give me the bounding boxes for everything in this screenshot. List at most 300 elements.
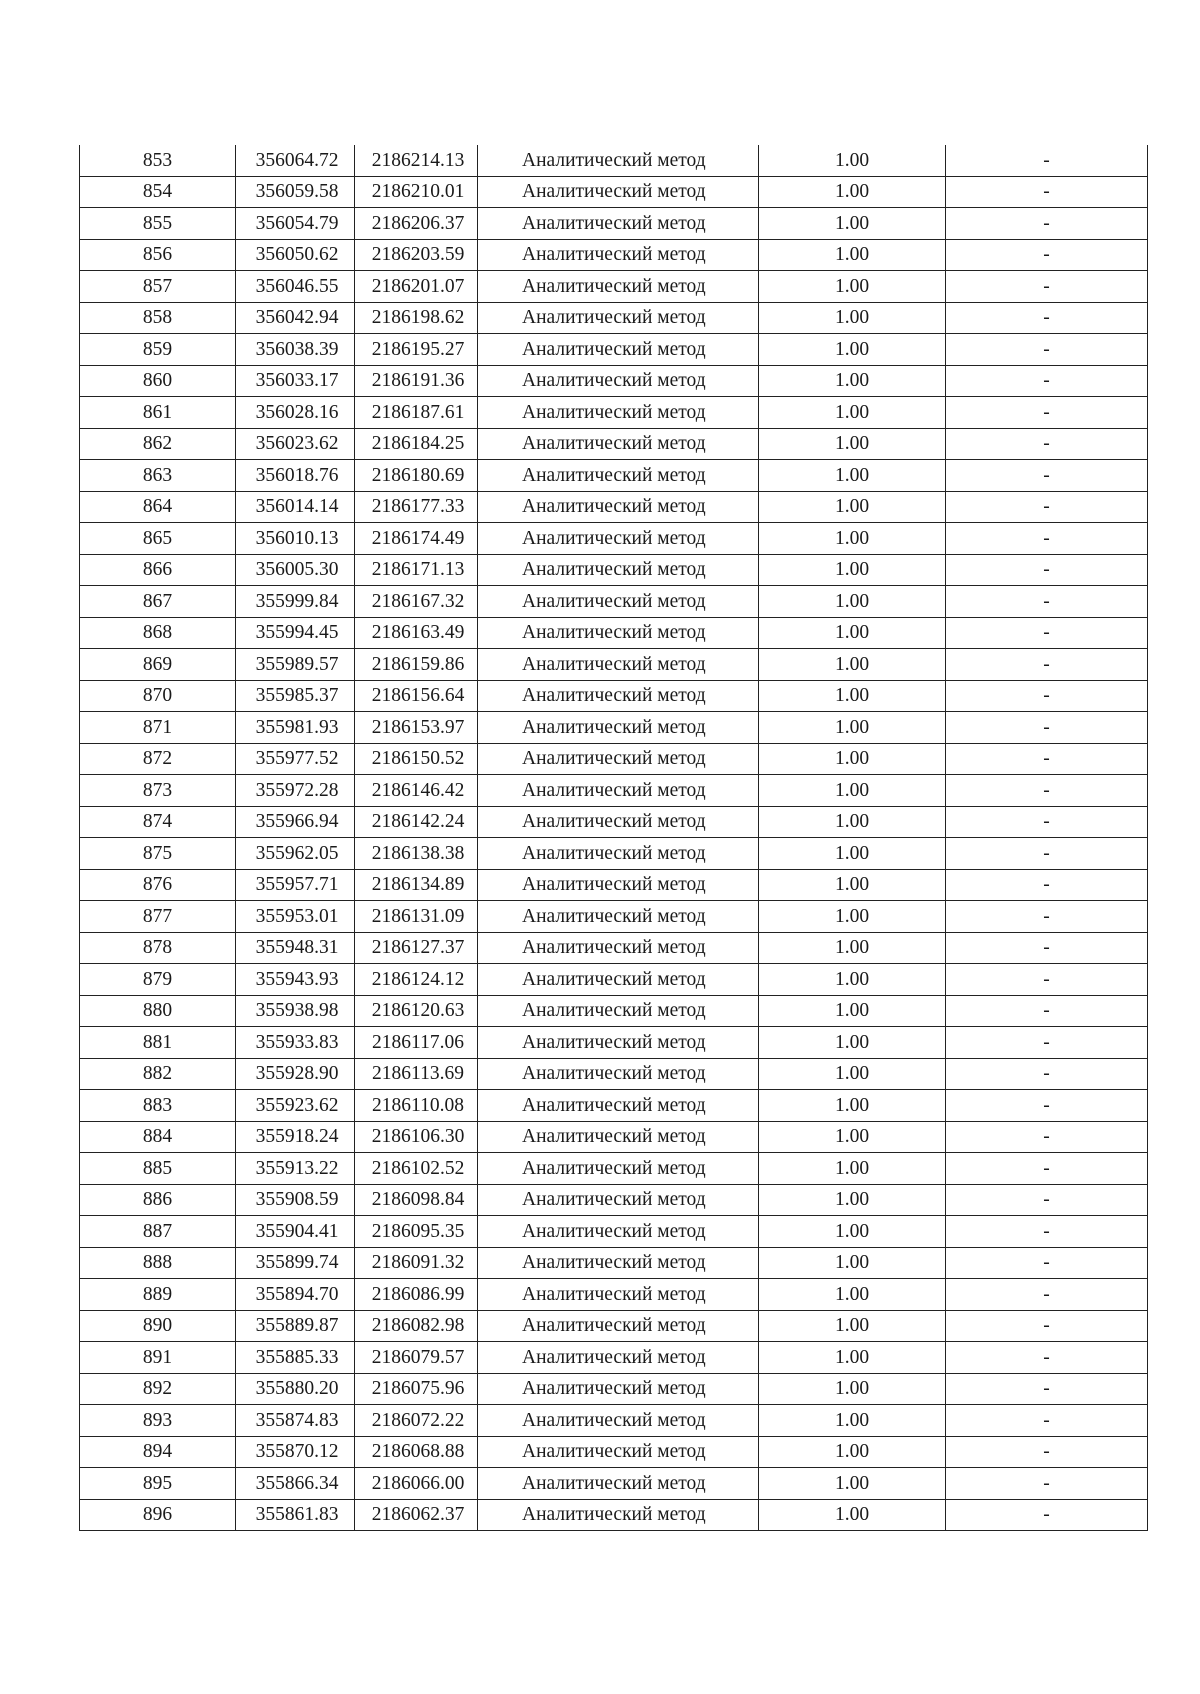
y-coordinate-cell: 2186138.38 [355,838,478,870]
y-coordinate-cell: 2186150.52 [355,743,478,775]
accuracy-cell: 1.00 [759,145,946,176]
x-coordinate-cell: 355894.70 [236,1279,355,1311]
note-cell: - [946,365,1148,397]
table-row [80,1310,1148,1342]
point-number-cell: 862 [80,428,236,460]
method-cell: Аналитический метод [478,1153,759,1185]
method-cell: Аналитический метод [478,1184,759,1216]
point-number-cell: 856 [80,239,236,271]
y-coordinate-cell: 2186110.08 [355,1090,478,1122]
accuracy-cell: 1.00 [759,1342,946,1374]
note-cell: - [946,586,1148,618]
method-cell: Аналитический метод [478,397,759,429]
accuracy-cell: 1.00 [759,1468,946,1500]
method-cell: Аналитический метод [478,145,759,176]
accuracy-cell: 1.00 [759,1058,946,1090]
method-cell: Аналитический метод [478,1373,759,1405]
table-row [80,1279,1148,1311]
note-cell: - [946,869,1148,901]
method-cell: Аналитический метод [478,176,759,208]
y-coordinate-cell: 2186082.98 [355,1310,478,1342]
method-cell: Аналитический метод [478,334,759,366]
note-cell: - [946,208,1148,240]
point-number-cell: 887 [80,1216,236,1248]
point-number-cell: 855 [80,208,236,240]
note-cell: - [946,1342,1148,1374]
note-cell: - [946,932,1148,964]
accuracy-cell: 1.00 [759,743,946,775]
note-cell: - [946,649,1148,681]
point-number-cell: 894 [80,1436,236,1468]
table-row [80,1373,1148,1405]
y-coordinate-cell: 2186075.96 [355,1373,478,1405]
x-coordinate-cell: 356033.17 [236,365,355,397]
y-coordinate-cell: 2186191.36 [355,365,478,397]
method-cell: Аналитический метод [478,932,759,964]
point-number-cell: 879 [80,964,236,996]
accuracy-cell: 1.00 [759,523,946,555]
x-coordinate-cell: 356050.62 [236,239,355,271]
x-coordinate-cell: 356023.62 [236,428,355,460]
note-cell: - [946,239,1148,271]
note-cell: - [946,145,1148,176]
point-number-cell: 884 [80,1121,236,1153]
method-cell: Аналитический метод [478,491,759,523]
point-number-cell: 878 [80,932,236,964]
y-coordinate-cell: 2186086.99 [355,1279,478,1311]
y-coordinate-cell: 2186201.07 [355,271,478,303]
method-cell: Аналитический метод [478,554,759,586]
method-cell: Аналитический метод [478,964,759,996]
point-number-cell: 875 [80,838,236,870]
note-cell: - [946,1436,1148,1468]
accuracy-cell: 1.00 [759,1247,946,1279]
point-number-cell: 861 [80,397,236,429]
table-row [80,680,1148,712]
note-cell: - [946,743,1148,775]
note-cell: - [946,1279,1148,1311]
x-coordinate-cell: 355981.93 [236,712,355,744]
note-cell: - [946,176,1148,208]
x-coordinate-cell: 355962.05 [236,838,355,870]
accuracy-cell: 1.00 [759,617,946,649]
table-row [80,649,1148,681]
table-row [80,523,1148,555]
method-cell: Аналитический метод [478,302,759,334]
accuracy-cell: 1.00 [759,1405,946,1437]
accuracy-cell: 1.00 [759,491,946,523]
method-cell: Аналитический метод [478,523,759,555]
accuracy-cell: 1.00 [759,208,946,240]
table-row [80,838,1148,870]
note-cell: - [946,302,1148,334]
table-row [80,176,1148,208]
point-number-cell: 872 [80,743,236,775]
y-coordinate-cell: 2186214.13 [355,145,478,176]
y-coordinate-cell: 2186095.35 [355,1216,478,1248]
note-cell: - [946,1121,1148,1153]
accuracy-cell: 1.00 [759,1436,946,1468]
note-cell: - [946,806,1148,838]
x-coordinate-cell: 355880.20 [236,1373,355,1405]
x-coordinate-cell: 355972.28 [236,775,355,807]
x-coordinate-cell: 355889.87 [236,1310,355,1342]
accuracy-cell: 1.00 [759,1027,946,1059]
note-cell: - [946,1499,1148,1531]
point-number-cell: 881 [80,1027,236,1059]
table-row [80,208,1148,240]
x-coordinate-cell: 355861.83 [236,1499,355,1531]
table-row [80,775,1148,807]
table-row [80,1247,1148,1279]
x-coordinate-cell: 355928.90 [236,1058,355,1090]
point-number-cell: 868 [80,617,236,649]
point-number-cell: 890 [80,1310,236,1342]
y-coordinate-cell: 2186091.32 [355,1247,478,1279]
accuracy-cell: 1.00 [759,806,946,838]
x-coordinate-cell: 355966.94 [236,806,355,838]
table-row [80,1499,1148,1531]
y-coordinate-cell: 2186153.97 [355,712,478,744]
x-coordinate-cell: 356046.55 [236,271,355,303]
x-coordinate-cell: 355908.59 [236,1184,355,1216]
note-cell: - [946,460,1148,492]
note-cell: - [946,334,1148,366]
accuracy-cell: 1.00 [759,901,946,933]
x-coordinate-cell: 355899.74 [236,1247,355,1279]
note-cell: - [946,995,1148,1027]
point-number-cell: 893 [80,1405,236,1437]
note-cell: - [946,554,1148,586]
y-coordinate-cell: 2186113.69 [355,1058,478,1090]
method-cell: Аналитический метод [478,869,759,901]
accuracy-cell: 1.00 [759,365,946,397]
method-cell: Аналитический метод [478,271,759,303]
accuracy-cell: 1.00 [759,1184,946,1216]
accuracy-cell: 1.00 [759,1153,946,1185]
note-cell: - [946,617,1148,649]
table-row [80,1468,1148,1500]
accuracy-cell: 1.00 [759,932,946,964]
y-coordinate-cell: 2186068.88 [355,1436,478,1468]
x-coordinate-cell: 355948.31 [236,932,355,964]
y-coordinate-cell: 2186177.33 [355,491,478,523]
point-number-cell: 874 [80,806,236,838]
x-coordinate-cell: 355999.84 [236,586,355,618]
method-cell: Аналитический метод [478,1468,759,1500]
table-row [80,428,1148,460]
point-number-cell: 889 [80,1279,236,1311]
note-cell: - [946,523,1148,555]
note-cell: - [946,1468,1148,1500]
x-coordinate-cell: 355953.01 [236,901,355,933]
y-coordinate-cell: 2186079.57 [355,1342,478,1374]
x-coordinate-cell: 355985.37 [236,680,355,712]
accuracy-cell: 1.00 [759,1373,946,1405]
accuracy-cell: 1.00 [759,1310,946,1342]
accuracy-cell: 1.00 [759,680,946,712]
method-cell: Аналитический метод [478,1027,759,1059]
table-row [80,806,1148,838]
point-number-cell: 854 [80,176,236,208]
y-coordinate-cell: 2186210.01 [355,176,478,208]
y-coordinate-cell: 2186131.09 [355,901,478,933]
point-number-cell: 863 [80,460,236,492]
accuracy-cell: 1.00 [759,1279,946,1311]
note-cell: - [946,1090,1148,1122]
point-number-cell: 876 [80,869,236,901]
point-number-cell: 895 [80,1468,236,1500]
accuracy-cell: 1.00 [759,1499,946,1531]
method-cell: Аналитический метод [478,1499,759,1531]
y-coordinate-cell: 2186159.86 [355,649,478,681]
table-row [80,491,1148,523]
method-cell: Аналитический метод [478,1058,759,1090]
method-cell: Аналитический метод [478,1279,759,1311]
point-number-cell: 870 [80,680,236,712]
x-coordinate-cell: 356028.16 [236,397,355,429]
table-row [80,617,1148,649]
method-cell: Аналитический метод [478,428,759,460]
y-coordinate-cell: 2186134.89 [355,869,478,901]
method-cell: Аналитический метод [478,460,759,492]
method-cell: Аналитический метод [478,1310,759,1342]
y-coordinate-cell: 2186167.32 [355,586,478,618]
point-number-cell: 858 [80,302,236,334]
method-cell: Аналитический метод [478,617,759,649]
accuracy-cell: 1.00 [759,838,946,870]
method-cell: Аналитический метод [478,1247,759,1279]
table-row [80,932,1148,964]
note-cell: - [946,1373,1148,1405]
note-cell: - [946,775,1148,807]
y-coordinate-cell: 2186062.37 [355,1499,478,1531]
table-row [80,145,1148,176]
y-coordinate-cell: 2186163.49 [355,617,478,649]
table-row [80,964,1148,996]
accuracy-cell: 1.00 [759,964,946,996]
table-row [80,586,1148,618]
x-coordinate-cell: 356059.58 [236,176,355,208]
table-row [80,302,1148,334]
method-cell: Аналитический метод [478,806,759,838]
table-row [80,365,1148,397]
y-coordinate-cell: 2186117.06 [355,1027,478,1059]
x-coordinate-cell: 356010.13 [236,523,355,555]
x-coordinate-cell: 356054.79 [236,208,355,240]
table-row [80,1184,1148,1216]
note-cell: - [946,838,1148,870]
y-coordinate-cell: 2186106.30 [355,1121,478,1153]
y-coordinate-cell: 2186203.59 [355,239,478,271]
point-number-cell: 867 [80,586,236,618]
y-coordinate-cell: 2186102.52 [355,1153,478,1185]
accuracy-cell: 1.00 [759,176,946,208]
table-row [80,1090,1148,1122]
method-cell: Аналитический метод [478,239,759,271]
accuracy-cell: 1.00 [759,239,946,271]
x-coordinate-cell: 355885.33 [236,1342,355,1374]
accuracy-cell: 1.00 [759,995,946,1027]
note-cell: - [946,271,1148,303]
method-cell: Аналитический метод [478,1405,759,1437]
x-coordinate-cell: 355994.45 [236,617,355,649]
note-cell: - [946,491,1148,523]
table-row [80,995,1148,1027]
point-number-cell: 864 [80,491,236,523]
accuracy-cell: 1.00 [759,428,946,460]
note-cell: - [946,1153,1148,1185]
method-cell: Аналитический метод [478,838,759,870]
method-cell: Аналитический метод [478,680,759,712]
note-cell: - [946,901,1148,933]
method-cell: Аналитический метод [478,649,759,681]
table-row [80,1436,1148,1468]
point-number-cell: 853 [80,145,236,176]
table-row [80,397,1148,429]
point-number-cell: 880 [80,995,236,1027]
table-row [80,1027,1148,1059]
method-cell: Аналитический метод [478,208,759,240]
x-coordinate-cell: 356005.30 [236,554,355,586]
accuracy-cell: 1.00 [759,271,946,303]
x-coordinate-cell: 355957.71 [236,869,355,901]
note-cell: - [946,680,1148,712]
accuracy-cell: 1.00 [759,1216,946,1248]
y-coordinate-cell: 2186195.27 [355,334,478,366]
table-row [80,271,1148,303]
note-cell: - [946,428,1148,460]
x-coordinate-cell: 355913.22 [236,1153,355,1185]
accuracy-cell: 1.00 [759,334,946,366]
table-row [80,869,1148,901]
x-coordinate-cell: 355870.12 [236,1436,355,1468]
accuracy-cell: 1.00 [759,649,946,681]
x-coordinate-cell: 355989.57 [236,649,355,681]
note-cell: - [946,712,1148,744]
y-coordinate-cell: 2186206.37 [355,208,478,240]
point-number-cell: 866 [80,554,236,586]
accuracy-cell: 1.00 [759,1121,946,1153]
accuracy-cell: 1.00 [759,302,946,334]
x-coordinate-cell: 355904.41 [236,1216,355,1248]
y-coordinate-cell: 2186184.25 [355,428,478,460]
accuracy-cell: 1.00 [759,554,946,586]
point-number-cell: 891 [80,1342,236,1374]
x-coordinate-cell: 356038.39 [236,334,355,366]
y-coordinate-cell: 2186187.61 [355,397,478,429]
point-number-cell: 859 [80,334,236,366]
y-coordinate-cell: 2186072.22 [355,1405,478,1437]
method-cell: Аналитический метод [478,901,759,933]
y-coordinate-cell: 2186174.49 [355,523,478,555]
table-row [80,1405,1148,1437]
point-number-cell: 885 [80,1153,236,1185]
x-coordinate-cell: 355923.62 [236,1090,355,1122]
y-coordinate-cell: 2186171.13 [355,554,478,586]
method-cell: Аналитический метод [478,1436,759,1468]
y-coordinate-cell: 2186124.12 [355,964,478,996]
point-number-cell: 857 [80,271,236,303]
x-coordinate-cell: 355933.83 [236,1027,355,1059]
point-number-cell: 886 [80,1184,236,1216]
y-coordinate-cell: 2186156.64 [355,680,478,712]
x-coordinate-cell: 355866.34 [236,1468,355,1500]
x-coordinate-cell: 355938.98 [236,995,355,1027]
accuracy-cell: 1.00 [759,1090,946,1122]
x-coordinate-cell: 356064.72 [236,145,355,176]
method-cell: Аналитический метод [478,743,759,775]
table-row [80,712,1148,744]
note-cell: - [946,397,1148,429]
method-cell: Аналитический метод [478,365,759,397]
table-row [80,1058,1148,1090]
note-cell: - [946,964,1148,996]
table-row [80,1153,1148,1185]
point-number-cell: 873 [80,775,236,807]
note-cell: - [946,1405,1148,1437]
method-cell: Аналитический метод [478,1216,759,1248]
x-coordinate-cell: 355918.24 [236,1121,355,1153]
x-coordinate-cell: 355943.93 [236,964,355,996]
y-coordinate-cell: 2186198.62 [355,302,478,334]
note-cell: - [946,1184,1148,1216]
method-cell: Аналитический метод [478,1121,759,1153]
x-coordinate-cell: 355874.83 [236,1405,355,1437]
point-number-cell: 871 [80,712,236,744]
point-number-cell: 882 [80,1058,236,1090]
y-coordinate-cell: 2186142.24 [355,806,478,838]
point-number-cell: 869 [80,649,236,681]
method-cell: Аналитический метод [478,995,759,1027]
accuracy-cell: 1.00 [759,586,946,618]
x-coordinate-cell: 355977.52 [236,743,355,775]
note-cell: - [946,1216,1148,1248]
table-row [80,554,1148,586]
point-number-cell: 896 [80,1499,236,1531]
point-number-cell: 865 [80,523,236,555]
point-number-cell: 877 [80,901,236,933]
point-number-cell: 883 [80,1090,236,1122]
y-coordinate-cell: 2186066.00 [355,1468,478,1500]
table-body [80,145,1148,1531]
point-number-cell: 860 [80,365,236,397]
table-row [80,1342,1148,1374]
method-cell: Аналитический метод [478,586,759,618]
point-number-cell: 892 [80,1373,236,1405]
accuracy-cell: 1.00 [759,712,946,744]
x-coordinate-cell: 356042.94 [236,302,355,334]
method-cell: Аналитический метод [478,712,759,744]
y-coordinate-cell: 2186180.69 [355,460,478,492]
accuracy-cell: 1.00 [759,460,946,492]
method-cell: Аналитический метод [478,1090,759,1122]
table-row [80,901,1148,933]
method-cell: Аналитический метод [478,775,759,807]
note-cell: - [946,1247,1148,1279]
note-cell: - [946,1058,1148,1090]
y-coordinate-cell: 2186127.37 [355,932,478,964]
table-row [80,1216,1148,1248]
note-cell: - [946,1310,1148,1342]
point-number-cell: 888 [80,1247,236,1279]
table-row [80,460,1148,492]
y-coordinate-cell: 2186120.63 [355,995,478,1027]
accuracy-cell: 1.00 [759,869,946,901]
accuracy-cell: 1.00 [759,397,946,429]
note-cell: - [946,1027,1148,1059]
table-row [80,239,1148,271]
